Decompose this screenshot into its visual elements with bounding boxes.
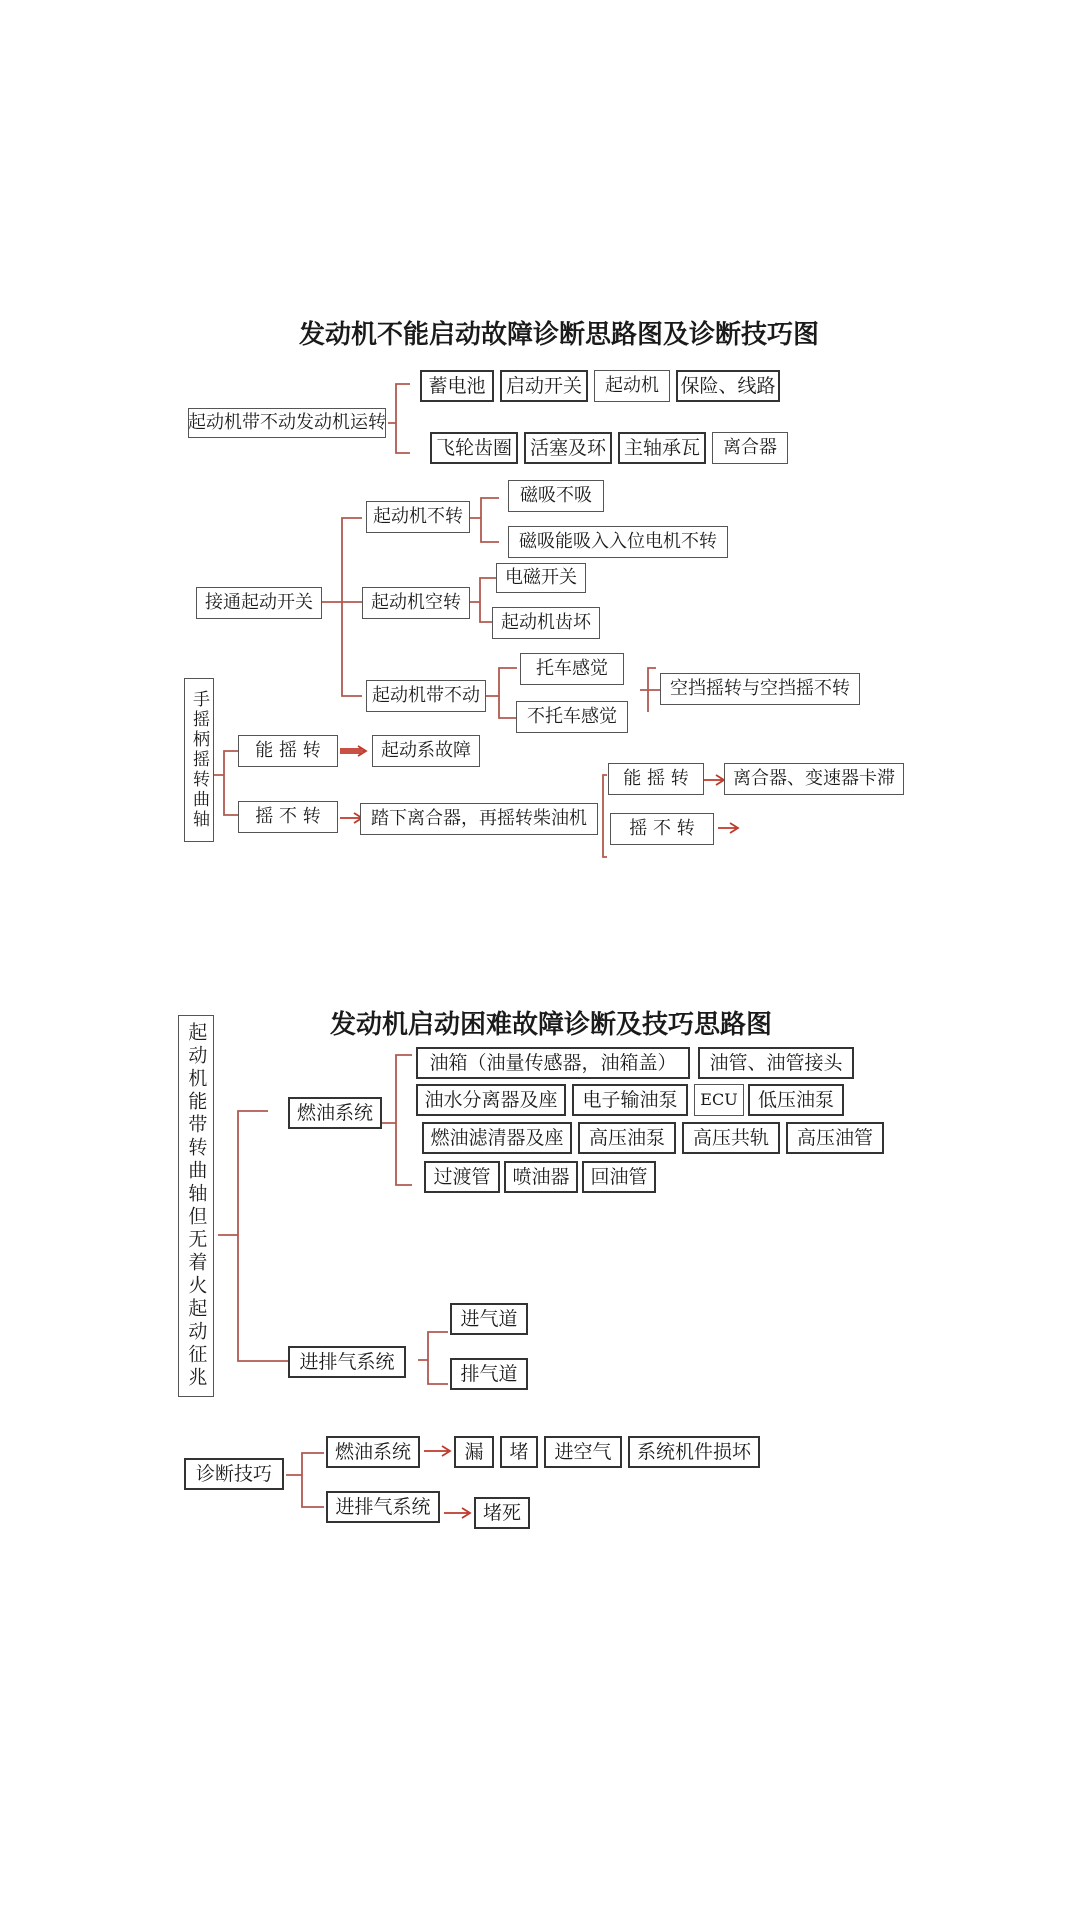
arrow-icon (718, 823, 738, 833)
starting-system-fault-box: 起动系故障 (372, 735, 480, 767)
diagram-title: 发动机启动困难故障诊断及技巧思路图 (330, 1010, 773, 1040)
clutch-gearbox-stuck-box: 离合器、变速器卡滞 (724, 763, 904, 795)
bracket (388, 384, 410, 453)
tips-air-item: 堵死 (474, 1497, 530, 1529)
tips-box: 诊断技巧 (184, 1458, 284, 1490)
fuel-component-box: 低压油泵 (748, 1084, 844, 1116)
fuel-component-box: 油箱（油量传感器，油箱盖） (416, 1047, 690, 1079)
fuel-component-box: 喷油器 (504, 1161, 578, 1193)
diagram-title: 发动机不能启动故障诊断思路图及诊断技巧图 (299, 320, 820, 350)
intake-box: 进气道 (450, 1303, 528, 1335)
no-pull-box: 磁吸不吸 (508, 480, 604, 512)
hand-crank-label: 手摇柄摇转曲轴 (189, 690, 210, 830)
can-turn-2-box: 能 摇 转 (608, 763, 704, 795)
cause-box: 蓄电池 (420, 370, 494, 402)
bracket (218, 1111, 288, 1361)
fuel-component-box: 电子输油泵 (572, 1084, 688, 1116)
cause-box: 启动开关 (500, 370, 588, 402)
fuel-component-box: 过渡管 (424, 1161, 500, 1193)
tips-air-box: 进排气系统 (326, 1491, 440, 1523)
arrow-icon (340, 813, 362, 823)
fuel-component-box: 回油管 (582, 1161, 656, 1193)
symptom-box (178, 1015, 214, 1397)
arrow-icon (444, 1508, 470, 1518)
neutral-crank-box: 空挡摇转与空挡摇不转 (660, 673, 860, 705)
no-drag-feel-box: 不托车感觉 (516, 701, 628, 733)
pull-motor-not-turn-box: 磁吸能吸入入位电机不转 (508, 526, 728, 558)
bracket (418, 1332, 448, 1384)
cause-box: 飞轮齿圈 (430, 432, 518, 464)
bracket (640, 668, 660, 712)
gear-broken-box: 起动机齿坏 (492, 607, 600, 639)
solenoid-box: 电磁开关 (496, 563, 586, 593)
cranks-no-start-box: 起动机带不动发动机运转 (188, 408, 386, 438)
bracket (210, 751, 238, 815)
starter-cannot-drive-box: 起动机带不动 (366, 680, 486, 712)
intake-exhaust-box: 进排气系统 (288, 1346, 406, 1378)
fuel-component-box: 高压共轨 (682, 1122, 780, 1154)
fuel-component-box: 油管、油管接头 (698, 1047, 854, 1079)
starter-not-turn-box: 起动机不转 (366, 501, 470, 533)
cannot-turn-2-box: 摇 不 转 (610, 813, 714, 845)
starter-idle-box: 起动机空转 (362, 587, 470, 619)
can-turn-box: 能 摇 转 (238, 735, 338, 767)
bracket (467, 498, 499, 542)
bracket (485, 668, 517, 718)
cause-box: 起动机 (594, 370, 670, 402)
fuel-component-box: 油水分离器及座 (416, 1084, 566, 1116)
fuel-component-box: 燃油滤清器及座 (422, 1122, 572, 1154)
arrow-icon (340, 746, 366, 756)
switch-on-box: 接通起动开关 (196, 587, 322, 619)
tips-fuel-box: 燃油系统 (326, 1436, 420, 1468)
press-clutch-box: 踏下离合器，再摇转柴油机 (360, 803, 598, 835)
exhaust-box: 排气道 (450, 1358, 528, 1390)
cause-box: 主轴承瓦 (618, 432, 706, 464)
cause-box: 保险、线路 (676, 370, 780, 402)
bracket (603, 775, 607, 857)
tips-fuel-item: 漏 (454, 1436, 494, 1468)
tips-fuel-item: 堵 (500, 1436, 538, 1468)
fuel-component-box: 高压油泵 (578, 1122, 676, 1154)
bracket (382, 1055, 412, 1185)
fuel-system-box: 燃油系统 (288, 1097, 382, 1129)
arrow-icon (704, 775, 724, 785)
drag-feel-box: 托车感觉 (520, 653, 624, 685)
bracket (322, 518, 362, 696)
fuel-component-box: 高压油管 (786, 1122, 884, 1154)
arrow-icon (424, 1446, 450, 1456)
cause-box: 活塞及环 (524, 432, 612, 464)
cause-box: 离合器 (712, 432, 788, 464)
cannot-turn-box: 摇 不 转 (238, 801, 338, 833)
bracket (286, 1453, 324, 1507)
fuel-component-box: ECU (694, 1084, 744, 1116)
tips-fuel-item: 进空气 (544, 1436, 622, 1468)
hand-crank-box (184, 678, 214, 842)
tips-fuel-item: 系统机件损坏 (628, 1436, 760, 1468)
symptom-label: 起动机能带转曲轴但无着火起动征兆 (185, 1022, 208, 1390)
